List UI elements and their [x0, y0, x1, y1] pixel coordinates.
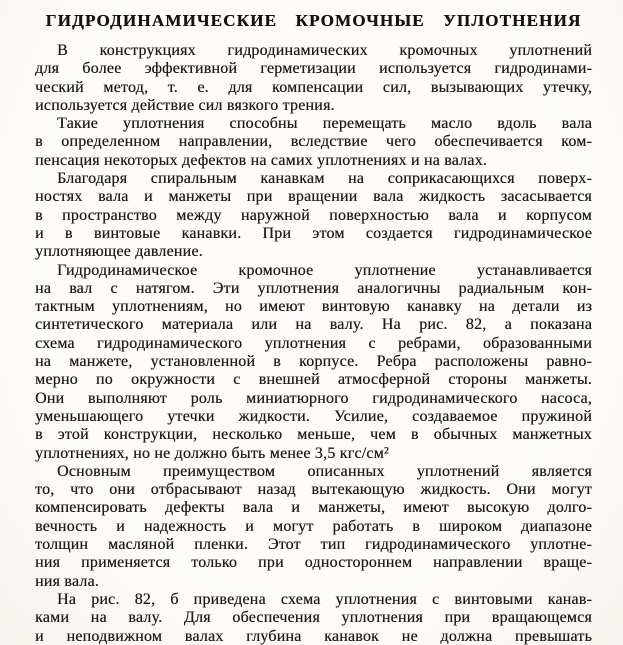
- text-line: тактным уплотнениям, но имеют винтовую канавку на детали из: [35, 298, 592, 316]
- text-line: уплотняющее давление.: [35, 243, 203, 261]
- page-title: ГИДРОДИНАМИЧЕСКИЕ КРОМОЧНЫЕ УПЛОТНЕНИЯ: [45, 11, 582, 30]
- paragraph: [35, 42, 592, 115]
- text-line: На рис. 82, б приведена схема уплотнения с винтовыми канав-: [57, 590, 592, 608]
- text-line: Гидродинамическое кромочное уплотнение устанавливается: [57, 261, 592, 279]
- paragraph: [35, 262, 592, 463]
- paragraph: [35, 463, 592, 591]
- text-line: Основным преимуществом описанных уплотнений является: [57, 462, 592, 480]
- text-line: в определенном направлении, вследствие чего обеспечивается ком-: [35, 133, 592, 151]
- paragraph: [35, 115, 592, 170]
- text-line: синтетического материала или на валу. На рис. 82, а показана: [35, 316, 592, 334]
- text-line: и в винтовые канавки. При этом создается гидродинамическое: [35, 224, 592, 242]
- text-line: компенсировать дефекты вала и манжеты, имеют высокую долго-: [35, 499, 592, 517]
- text-line: в пространство между наружной поверхностью вала и корпусом: [35, 206, 592, 224]
- text-line: ния применяется только при одностороннем направлении враще-: [35, 554, 592, 572]
- text-line: используется действие сил вязкого трения.: [35, 96, 335, 114]
- text-line: Такие уплотнения способны перемещать масло вдоль вала: [57, 115, 592, 133]
- text-line: ностях вала и манжеты при вращении вала жидкость засасывается: [35, 188, 592, 206]
- text-line: ками на валу. Для обеспечения уплотнения при вращающемся: [35, 609, 592, 627]
- paragraphs: [35, 42, 592, 645]
- text-line: и неподвижном валах глубина канавок не должна превышать: [35, 627, 592, 645]
- text-line: мерно по окружности с внешней атмосферной стороны манжеты.: [35, 371, 592, 389]
- text-line: ческий метод, т. е. для компенсации сил, вызывающих утечку,: [35, 78, 592, 96]
- text-line: в этой конструкции, несколько меньше, чем в обычных манжетных: [35, 426, 592, 444]
- text-line: уменьшающего утечки жидкости. Усилие, создаваемое пружиной: [35, 407, 592, 425]
- text-line: ния вала.: [35, 572, 99, 590]
- text-line: схема гидродинамического уплотнения с ребрами, образованными: [35, 334, 592, 352]
- text-line: вечность и надежность и могут работать в широком диапазоне: [35, 517, 592, 535]
- paragraph: [35, 591, 592, 645]
- text-line: на манжете, установленной в корпусе. Ребра расположены равно-: [35, 353, 592, 371]
- text-line: пенсация некоторых дефектов на самих уплотнениях и на валах.: [35, 151, 487, 169]
- text-line: то, что они отбрасывают назад вытекающую жидкость. Они могут: [35, 481, 592, 499]
- text-line: Благодаря спиральным канавкам на соприкасающихся поверх-: [57, 170, 592, 188]
- text-line: уплотнениях, но не должно быть менее 3,5 кгс/см²: [35, 444, 389, 462]
- paragraph: [35, 170, 592, 261]
- text-line: толщин масляной пленки. Этот тип гидродинамического уплотне-: [35, 536, 592, 554]
- text-line: Они выполняют роль миниатюрного гидродинамического насоса,: [35, 389, 592, 407]
- text-line: на вал с натягом. Эти уплотнения аналогичны радиальным кон-: [35, 279, 592, 297]
- text-line: В конструкциях гидродинамических кромочных уплотнений: [57, 42, 592, 59]
- text-line: для более эффективной герметизации используется гидродинами-: [35, 60, 592, 78]
